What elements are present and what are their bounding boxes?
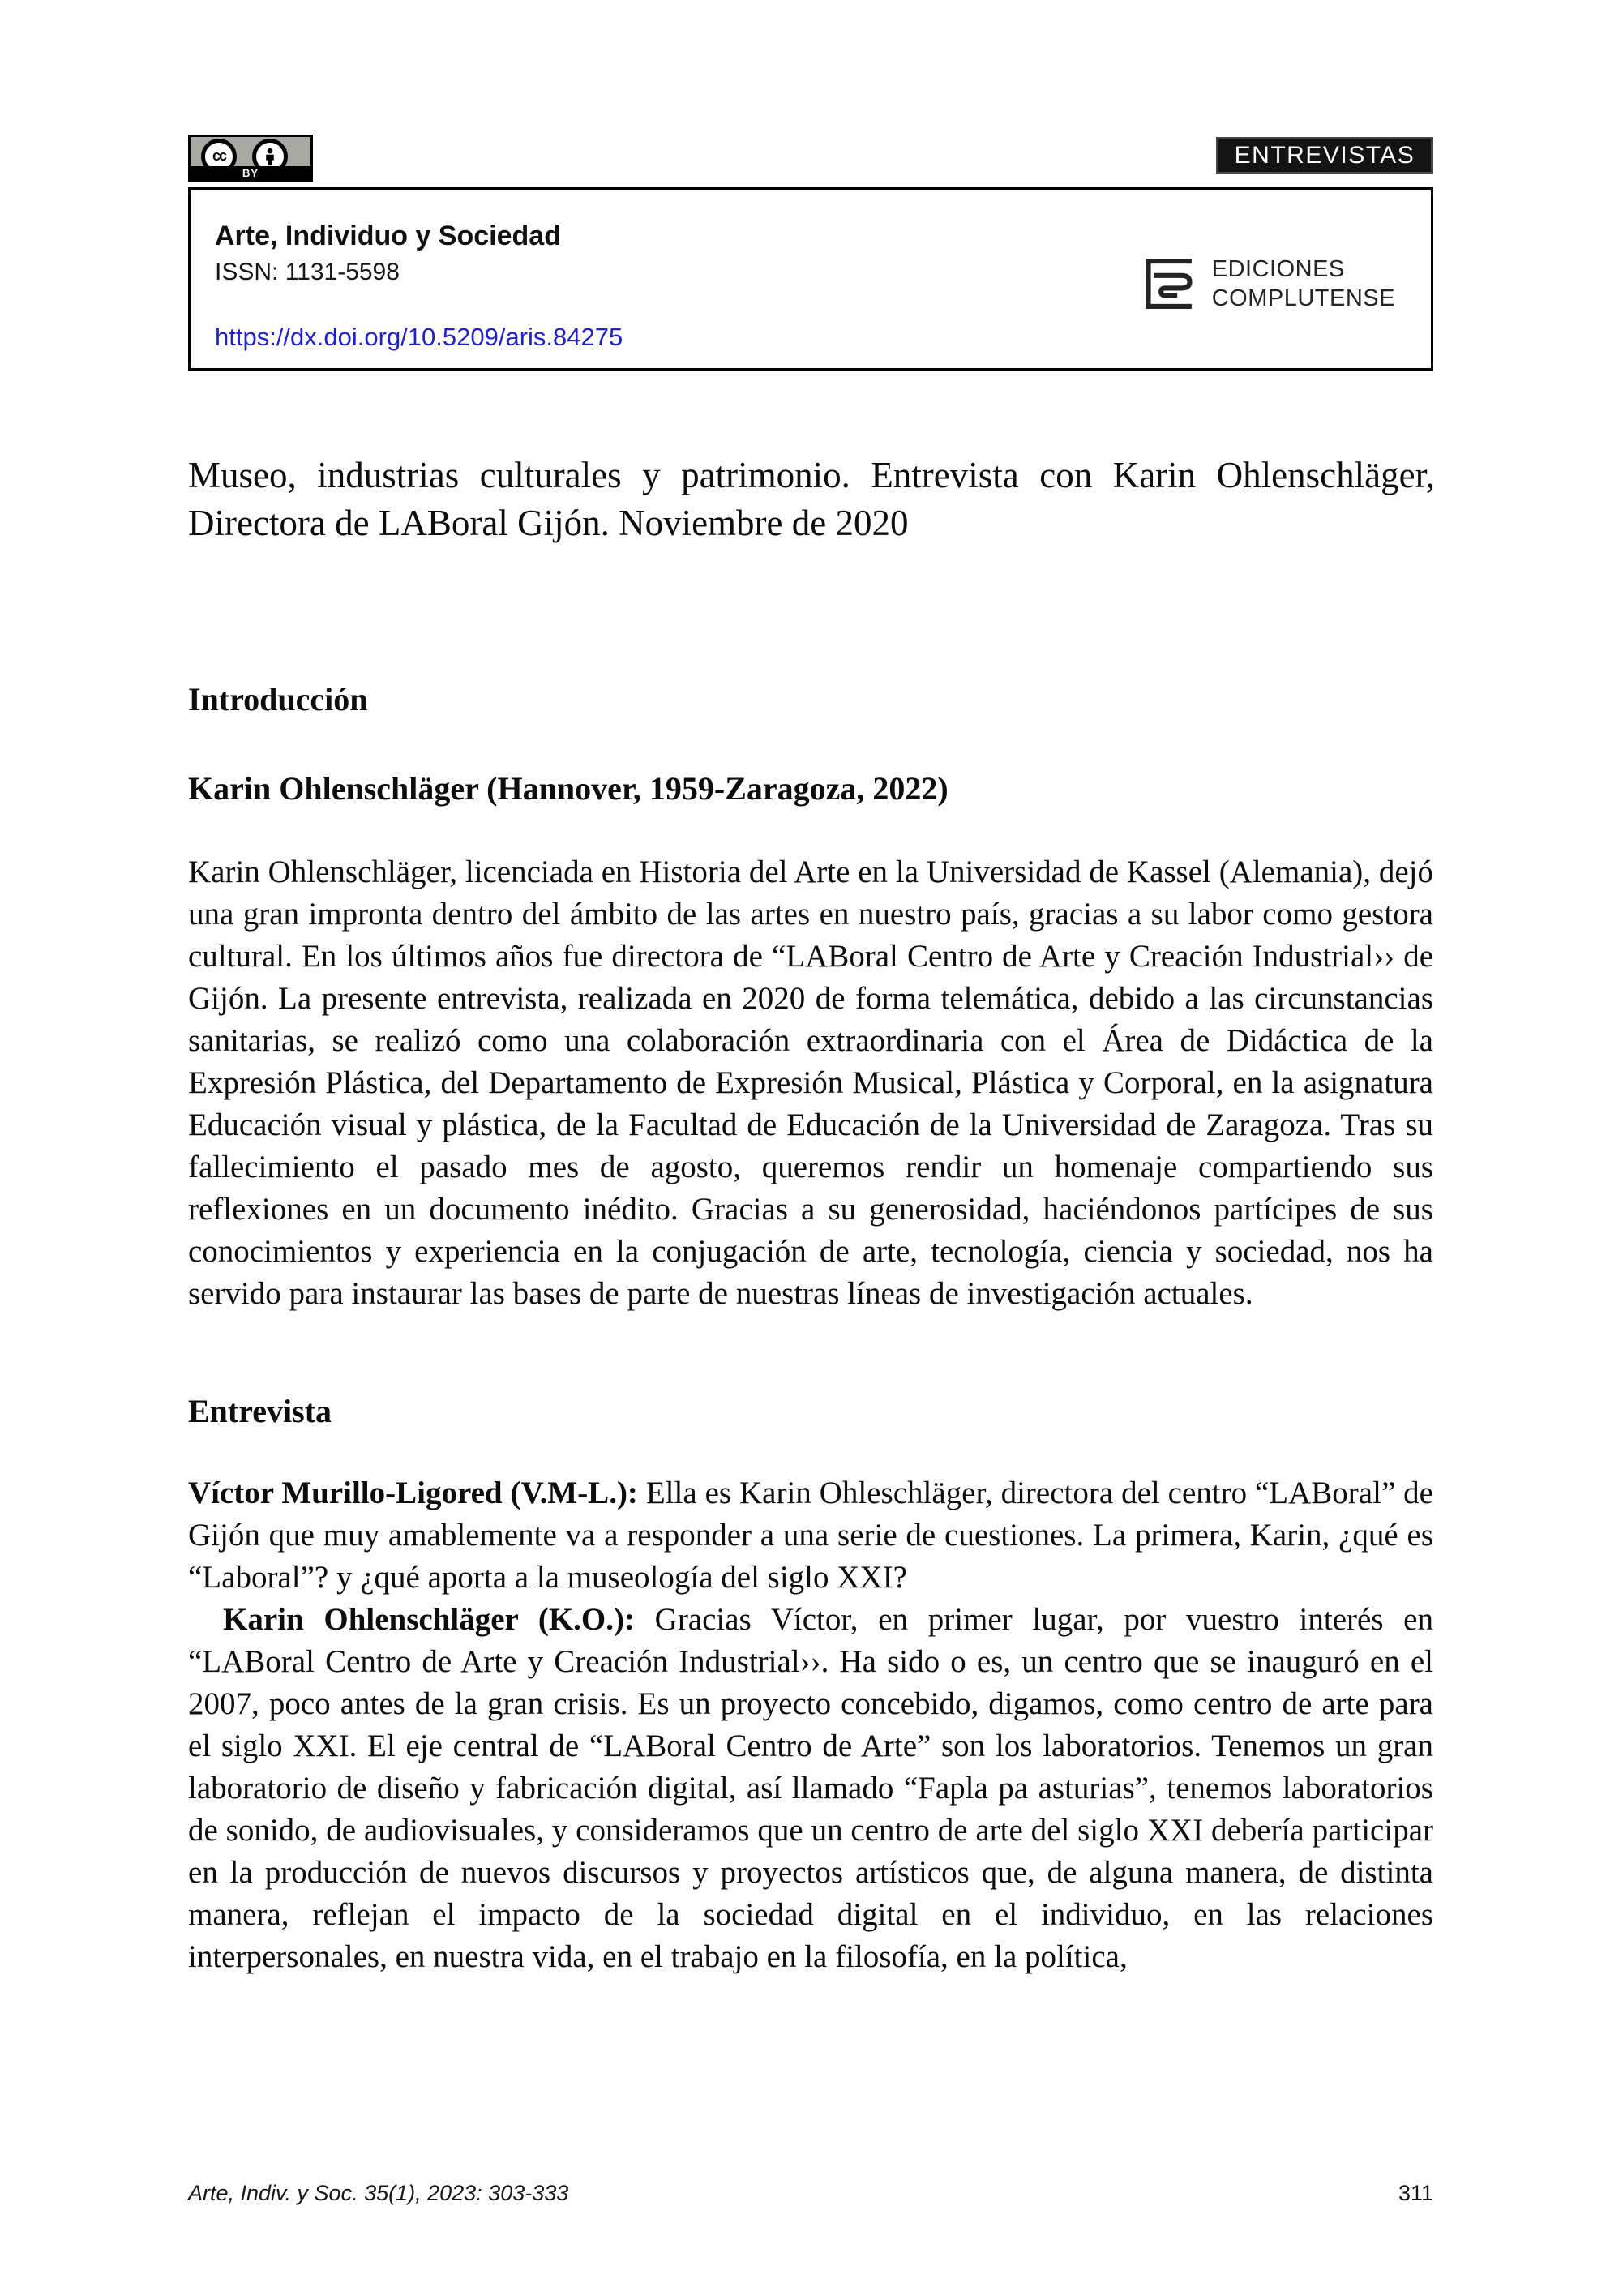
page-number: 311: [1398, 2181, 1433, 2205]
speaker-name: Karin Ohlenschläger (K.O.):: [223, 1602, 635, 1637]
publisher-name: [1212, 255, 1395, 313]
article-title: Museo, industrias culturales y patrimonio. Entrevista con Karin Ohlenschläger, Directora de LABoral Gijón. Noviembre de 2020: [188, 455, 1435, 543]
journal-header-box: [188, 187, 1433, 371]
page-footer: [188, 2181, 1433, 2206]
cc-icon: cc: [201, 139, 237, 174]
journal-title: Arte, Individuo y Sociedad: [215, 221, 561, 251]
intro-subheading: Karin Ohlenschläger (Hannover, 1959-Zaragoza, 2022): [188, 770, 949, 807]
running-footer: Arte, Indiv. y Soc. 35(1), 2023: 303-333: [188, 2181, 569, 2205]
publisher-logo: [1141, 255, 1395, 313]
cc-by-strip: [191, 166, 310, 179]
section-badge-label: ENTREVISTAS: [1234, 142, 1415, 169]
speaker-answer-text: Ella es Karin Ohleschläger, directora del centro “LABoral” de Gijón que muy amablemente va a responder a una serie de cuestiones. La primera, Karin, ¿qué es “Laboral”? y ¿qué aporta a la museología del siglo XXI?: [188, 1476, 1433, 1595]
interview-body: [0, 1472, 1623, 1978]
person-icon: [261, 147, 279, 166]
speaker-name: Víctor Murillo-Ligored (V.M-L.):: [188, 1476, 638, 1510]
interview-paragraph: [188, 1472, 1433, 1599]
intro-heading: Introducción: [188, 681, 368, 718]
publisher-line2: COMPLUTENSE: [1211, 285, 1395, 311]
ediciones-complutense-logo-icon: [1141, 256, 1196, 311]
interview-heading: Entrevista: [188, 1393, 332, 1429]
publisher-line1: EDICIONES: [1211, 256, 1345, 282]
intro-paragraph: Karin Ohlenschläger, licenciada en Historia del Arte en la Universidad de Kassel (Alemania), dejó una gran impronta dentro del ámbito de las artes en nuestro país, gracias a su labor como gestora cultural. En los últimos años fue directora de “LABoral Centro de Arte y Creación Industrial›› de Gijón. La presente entrevista, realizada en 2020 de forma telemática, debido a las circunstancias sanitarias, se realizó como una colaboración extraordinaria con el Área de Didáctica de la Expresión Plástica, del Departamento de Expresión Musical, Plástica y Corporal, en la asignatura Educación visual y plástica, de la Facultad de Educación de la Universidad de Zaragoza. Tras su fallecimiento el pasado mes de agosto, queremos rendir un homenaje compartiendo sus reflexiones en un documento inédito. Gracias a su generosidad, haciéndonos partícipes de sus conocimientos y experiencia en la conjugación de arte, tecnología, ciencia y sociedad, nos ha servido para instaurar las bases de parte de nuestras líneas de investigación actuales.: [188, 855, 1433, 1311]
doi-link[interactable]: https://dx.doi.org/10.5209/aris.84275: [215, 323, 623, 351]
journal-issn: ISSN: 1131-5598: [215, 259, 400, 285]
top-badges-row: [188, 135, 1433, 182]
cc-by-license-badge[interactable]: [188, 135, 313, 182]
interview-paragraph: [188, 1599, 1433, 1978]
cc-by-label: BY: [242, 166, 259, 179]
speaker-answer-text: Gracias Víctor, en primer lugar, por vuestro interés en “LABoral Centro de Arte y Creación Industrial››. Ha sido o es, un centro que se inauguró en el 2007, poco antes de la gran crisis. Es un proyecto concebido, digamos, como centro de arte para el siglo XXI. El eje central de “LABoral Centro de Arte” son los laboratorios. Tenemos un gran laboratorio de diseño y fabricación digital, así llamado “Fapla pa asturias”, tenemos laboratorios de sonido, de audiovisuales, y consideramos que un centro de arte del siglo XXI debería participar en la producción de nuevos discursos y proyectos artísticos que, de alguna manera, de distinta manera, reflejan el impacto de la sociedad digital en el individuo, en las relaciones interpersonales, en nuestra vida, en el trabajo en la filosofía, en la política,: [188, 1602, 1433, 1974]
section-badge: [1216, 137, 1433, 174]
